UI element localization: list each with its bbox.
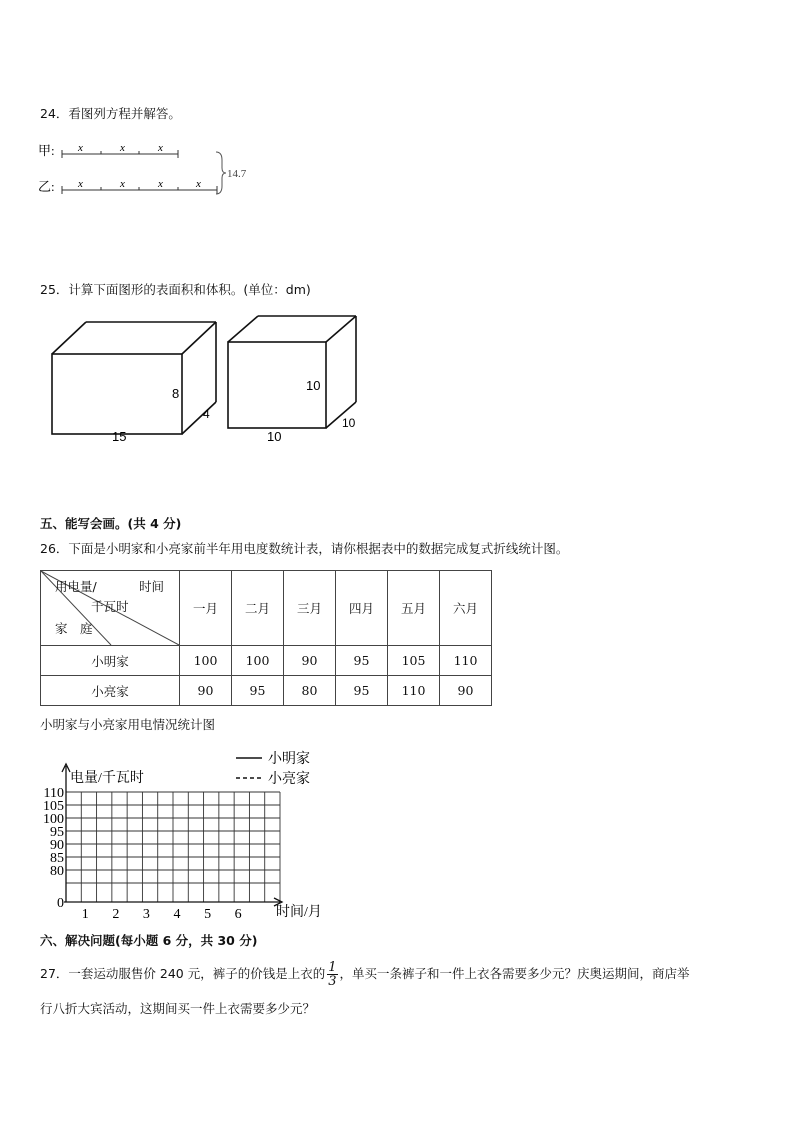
y-tick-label: 95	[50, 825, 64, 840]
table-row	[41, 676, 492, 706]
seg-x-6: x	[158, 178, 163, 190]
corner-mid: 千瓦时	[91, 599, 129, 614]
q27-text-b: ，单买一条裤子和一件上衣各需要多少元？庆奥运期间，商店举	[339, 966, 690, 981]
month-header: 六月	[440, 571, 492, 646]
fraction-numerator: 1	[328, 960, 337, 975]
corner-cell	[41, 571, 180, 646]
row-name: 小亮家	[41, 676, 180, 706]
x-tick-label: 5	[204, 907, 212, 922]
box1-length: 15	[112, 429, 127, 444]
table-cell: 95	[232, 676, 284, 706]
table-cell: 95	[336, 676, 388, 706]
chart-title: 小明家与小亮家用电情况统计图	[40, 717, 216, 732]
seg-x-1: x	[78, 142, 83, 154]
x-tick-labels	[82, 907, 242, 922]
x-tick-label: 1	[81, 907, 89, 922]
box1-height: 8	[172, 386, 180, 401]
q27-text-c: 行八折大宾活动，这期间买一件上衣需要多少元？	[40, 1001, 316, 1016]
row2-label: 乙:	[38, 179, 55, 194]
corner-top-a: 用电量/	[55, 579, 97, 594]
table-cell: 90	[440, 676, 492, 706]
corner-bottom: 家 庭	[55, 621, 93, 636]
y-axis-label: 电量/千瓦时	[70, 771, 144, 786]
month-header: 五月	[388, 571, 440, 646]
fraction-one-third	[327, 961, 337, 988]
q25-text: 25．计算下面图形的表面积和体积。(单位：dm)	[40, 282, 311, 297]
box2-length: 10	[267, 429, 282, 444]
table-cell: 90	[284, 646, 336, 676]
x-tick-label: 2	[112, 907, 120, 922]
electricity-table	[40, 570, 492, 706]
seg-x-4: x	[78, 178, 83, 190]
box1-width: 4	[203, 407, 210, 421]
seg-x-7: x	[196, 178, 201, 190]
table-cell: 110	[388, 676, 440, 706]
table-row	[41, 646, 492, 676]
cuboid-2	[228, 316, 356, 428]
table-cell: 110	[440, 646, 492, 676]
q24-segment-diagram	[36, 140, 276, 200]
legend	[236, 751, 310, 787]
q27-line-1	[40, 958, 690, 990]
y-tick-label: 105	[43, 799, 64, 814]
box2-width: 10	[342, 416, 356, 430]
row1-label: 甲:	[38, 143, 55, 158]
q27-text-a: 27．一套运动服售价 240 元，裤子的价钱是上衣的	[40, 966, 326, 981]
table-cell: 100	[232, 646, 284, 676]
table-cell: 105	[388, 646, 440, 676]
chart-grid	[66, 792, 280, 902]
y-tick-label: 85	[50, 851, 64, 866]
y-tick-label: 0	[57, 896, 64, 911]
y-tick-label: 90	[50, 838, 64, 853]
cuboid-1	[52, 322, 216, 434]
y-tick-labels	[43, 786, 64, 911]
fraction-denominator: 3	[328, 974, 337, 989]
month-header: 三月	[284, 571, 336, 646]
q25-boxes	[44, 310, 374, 450]
q24-text: 24．看图列方程并解答。	[40, 106, 181, 121]
seg-x-2: x	[120, 142, 125, 154]
seg-x-3: x	[158, 142, 163, 154]
x-tick-label: 4	[173, 907, 181, 922]
x-tick-label: 6	[234, 907, 242, 922]
x-axis-label: 时间/月	[276, 905, 322, 920]
corner-top-b: 时间	[139, 579, 165, 594]
month-header: 四月	[336, 571, 388, 646]
y-tick-label: 110	[43, 786, 64, 801]
table-cell: 90	[180, 676, 232, 706]
q26-text: 26．下面是小明家和小亮家前半年用电度数统计表，请你根据表中的数据完成复式折线统计图。	[40, 541, 569, 556]
legend-dashed-label: 小亮家	[268, 772, 310, 787]
line-chart	[30, 744, 370, 926]
row-name: 小明家	[41, 646, 180, 676]
x-tick-label: 3	[142, 907, 150, 922]
month-header: 二月	[232, 571, 284, 646]
section-6-title: 六、解决问题(每小题 6 分，共 30 分)	[40, 933, 258, 948]
table-cell: 100	[180, 646, 232, 676]
y-tick-label: 80	[50, 864, 64, 879]
table-cell: 80	[284, 676, 336, 706]
seg-x-5: x	[120, 178, 125, 190]
legend-solid-label: 小明家	[268, 752, 310, 767]
y-tick-label: 100	[43, 812, 64, 827]
section-5-title: 五、能写会画。(共 4 分)	[40, 516, 182, 531]
month-header: 一月	[180, 571, 232, 646]
table-cell: 95	[336, 646, 388, 676]
box2-height: 10	[306, 378, 321, 393]
total-label: 14.7	[227, 168, 247, 180]
